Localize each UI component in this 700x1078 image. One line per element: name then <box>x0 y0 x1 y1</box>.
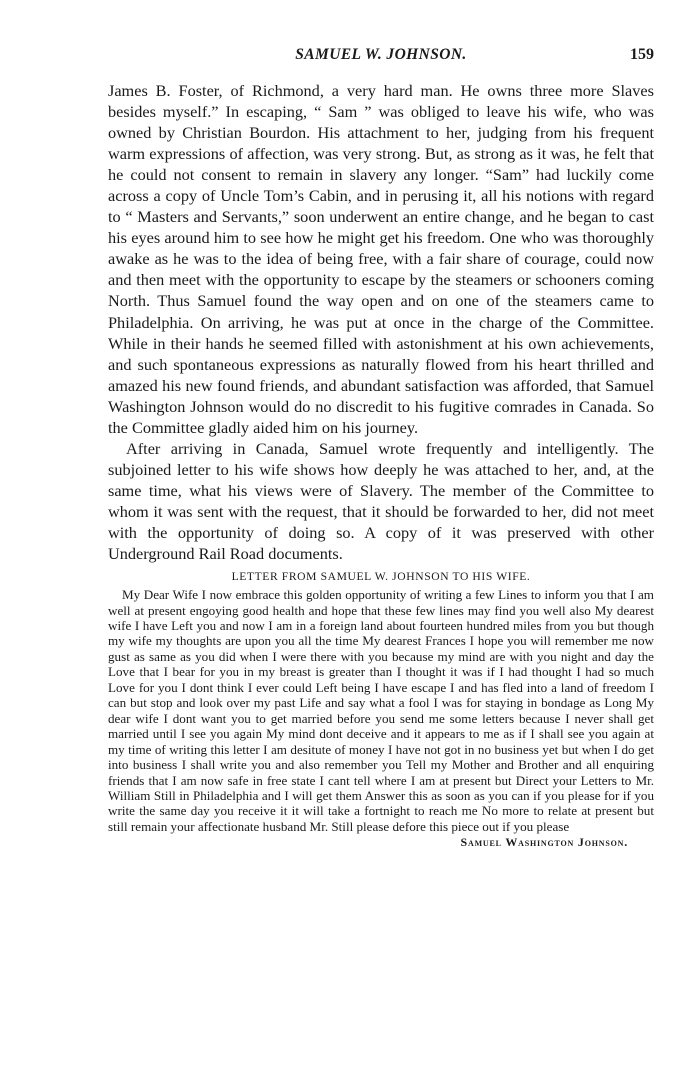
paragraph-narrative: James B. Foster, of Richmond, a very hard man. He owns three more Slaves besides myself.” In escaping, “ Sam ” was obliged to leave his wife, who was owned by Christian Bourdon. His attachment to her, judging from his frequent warm expressions of affection, was very strong. But, as strong as it was, he felt that he could not consent to remain in slavery any longer. “Sam” had luckily come across a copy of Uncle Tom’s Cabin, and in perusing it, all his notions with regard to “ Masters and Servants,” soon underwent an entire change, and he began to cast his eyes around him to see how he might get his freedom. One who was thoroughly awake as he was to the idea of being free, with a fair share of courage, could now and then meet with the opportunity to escape by the steamers or schooners coming North. Thus Samuel found the way open and on one of the steamers came to Philadelphia. On arriving, he was put at once in the charge of the Committee. While in their hands he seemed filled with astonishment at his own achievements, and such spontaneous expressions as naturally flowed from his heart thrilled and amazed his new found friends, and abundant satisfaction was afforded, that Samuel Washington Johnson would do no discredit to his fugitive comrades in Canada. So the Committee gladly aided him on his journey. <box>108 81 654 437</box>
letter-body: My Dear Wife I now embrace this golden opportunity of writing a few Lines to inform you that I am well at present engoying good health and hope that these few lines may find you well also My dearest wife I have Left you and now I am in a foreign land about fourteen hundred miles from you but though my wife my thoughts are upon you all the time My dearest Frances I hope you will remember me now gust as same as you did when I were there with you because my mind are with you night and day the Love that I bear for you in my breast is greater than I thought it was if I had thought I had so much Love for you I dont think I ever could Left being I have escape I and has fled into a land of freedom I can but stop and look over my past Life and say what a fool I was for staying in bondage as Long My dear wife I dont want you to get married before you send me some letters because I never shall get married until I see you again My mind dont deceive and it appears to me as if I shall see you again at my time of writing this letter I am desitute of money I have not got in no business yet but when I do get into business I shall write you and also remember you Tell my Mother and Brother and all enquiring friends that I am now safe in free state I cant tell where I am at present but Direct your Letters to Mr. William Still in Philadelphia and I will get them Answer this as soon as you can if you please for if you write the same day you receive it it will take a fortnight to reach me No more to relate at present but still remain your affectionate husband Mr. Still please defore this piece out if you please <box>108 587 654 834</box>
running-head: SAMUEL W. JOHNSON. <box>295 46 467 63</box>
page-header <box>108 46 654 68</box>
letter-signature: Samuel Washington Johnson. <box>460 835 628 850</box>
letter-heading: LETTER FROM SAMUEL W. JOHNSON TO HIS WIFE. <box>231 570 531 584</box>
page-number: 159 <box>630 46 654 63</box>
body-text <box>108 80 654 850</box>
paragraph-letter-intro: After arriving in Canada, Samuel wrote frequently and intelligently. The subjoined letter to his wife shows how deeply he was attached to her, and, at the same time, what his views were of Slavery. The member of the Committee to whom it was sent with the request, that it should be forwarded to her, did not meet with the opportunity of doing so. A copy of it was preserved with other Underground Rail Road documents. <box>108 438 654 564</box>
